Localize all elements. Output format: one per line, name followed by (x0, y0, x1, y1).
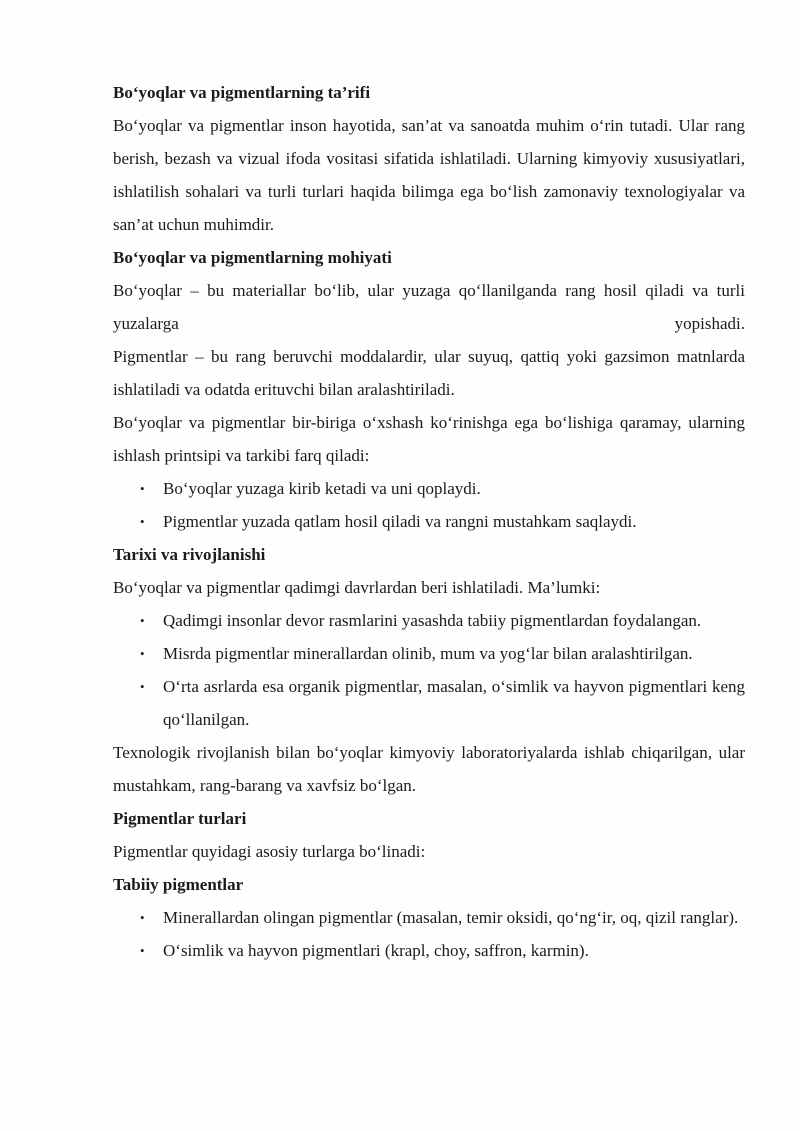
bullet-icon: • (140, 646, 145, 661)
section-heading: Tabiiy pigmentlar (113, 875, 244, 894)
paragraph: Bo‘yoqlar va pigmentlar bir-biriga o‘xshash ko‘rinishga ega bo‘lishiga qaramay, ularning ishlash printsipi va tarkibi farq qiladi: (113, 413, 745, 465)
bullet-icon: • (140, 943, 145, 958)
section-heading: Tarixi va rivojlanishi (113, 545, 266, 564)
bullet-item (113, 670, 745, 736)
paragraph: Bo‘yoqlar va pigmentlar qadimgi davrlardan beri ishlatiladi. Ma’lumki: (113, 578, 601, 597)
bullet-item (113, 637, 745, 670)
paragraph: Pigmentlar quyidagi asosiy turlarga bo‘linadi: (113, 842, 426, 861)
paragraph: Bo‘yoqlar – bu materiallar bo‘lib, ular yuzaga qo‘llanilganda rang hosil qiladi va turli yuzalarga yopishadi. (113, 281, 745, 333)
bullet-icon: • (140, 481, 145, 496)
section-heading: Bo‘yoqlar va pigmentlarning mohiyati (113, 248, 392, 267)
bullet-icon: • (140, 679, 145, 694)
paragraph: Bo‘yoqlar va pigmentlar inson hayotida, san’at va sanoatda muhim o‘rin tutadi. Ular rang berish, bezash va vizual ifoda vositasi sifatida ishlatiladi. Ularning kimyoviy xususiyatlari, ishlatilish sohalari va turli turlari haqida bilimga ega bo‘lish zamonaviy texnologiyalar va san’at uchun muhimdir. (113, 116, 745, 234)
bullet-item (113, 604, 745, 637)
bullet-icon: • (140, 613, 145, 628)
bullet-item (113, 472, 745, 505)
bullet-text: Minerallardan olingan pigmentlar (masalan, temir oksidi, qo‘ng‘ir, oq, qizil ranglar). (163, 908, 739, 927)
bullet-text: Pigmentlar yuzada qatlam hosil qiladi va rangni mustahkam saqlaydi. (163, 512, 637, 531)
section-heading: Pigmentlar turlari (113, 809, 247, 828)
paragraph: Pigmentlar – bu rang beruvchi moddalardir, ular suyuq, qattiq yoki gazsimon matnlarda ishlatiladi va odatda erituvchi bilan aralashtiriladi. (113, 347, 745, 399)
bullet-text: O‘simlik va hayvon pigmentlari (krapl, choy, saffron, karmin). (163, 941, 589, 960)
bullet-icon: • (140, 910, 145, 925)
document-body (113, 76, 745, 967)
bullet-item (113, 901, 745, 934)
bullet-text: O‘rta asrlarda esa organik pigmentlar, masalan, o‘simlik va hayvon pigmentlari keng qo‘llanilgan. (163, 677, 745, 729)
paragraph: Texnologik rivojlanish bilan bo‘yoqlar kimyoviy laboratoriyalarda ishlab chiqarilgan, ular mustahkam, rang-barang va xavfsiz bo‘lgan. (113, 743, 745, 795)
bullet-text: Qadimgi insonlar devor rasmlarini yasashda tabiiy pigmentlardan foydalangan. (163, 611, 702, 630)
bullet-item (113, 505, 745, 538)
bullet-item (113, 934, 745, 967)
bullet-text: Misrda pigmentlar minerallardan olinib, mum va yog‘lar bilan aralashtirilgan. (163, 644, 693, 663)
bullet-icon: • (140, 514, 145, 529)
bullet-text: Bo‘yoqlar yuzaga kirib ketadi va uni qoplaydi. (163, 479, 481, 498)
page-title: Bo‘yoqlar va pigmentlarning ta’rifi (113, 83, 371, 102)
